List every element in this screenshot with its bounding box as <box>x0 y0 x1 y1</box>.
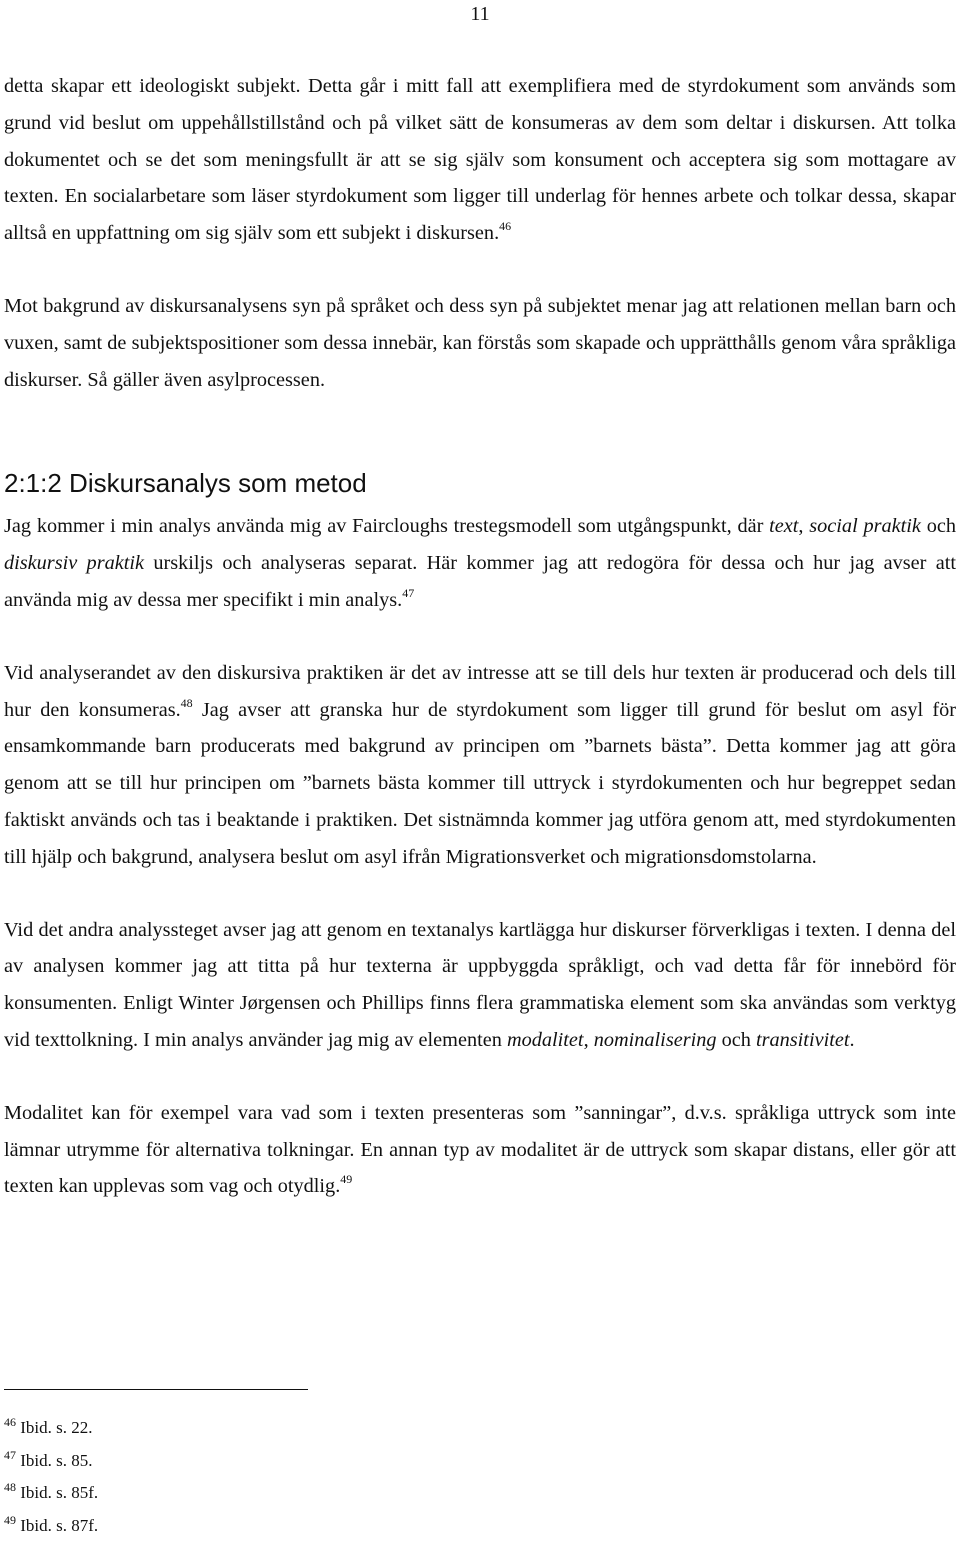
paragraph-1-text: detta skapar ett ideologiskt subjekt. Detta går i mitt fall att exemplifiera med de styrdokument som används som grund vid beslut om uppehållstillstånd och på vilket sätt de konsumeras av dem som deltar i diskursen. Att tolka dokumentet och se det som meningsfullt är att se sig själv som konsument och acceptera sig som mottagare av texten. En socialarbetare som läser styrdokument som ligger till underlag för hennes arbete och tolkar dessa, skapar alltså en uppfattning om sig själv som ett subjekt i diskursen. <box>4 75 956 244</box>
footnotes <box>4 1412 604 1542</box>
page-body <box>4 68 956 1205</box>
footnote-number: 47 <box>4 1448 16 1462</box>
footnote-ref-48: 48 <box>181 696 193 710</box>
paragraph-4 <box>4 655 956 876</box>
paragraph-3-text-c: och <box>921 515 956 537</box>
footnote-text: Ibid. s. 87f. <box>20 1516 98 1535</box>
paragraph-3-text-b: , <box>798 515 809 537</box>
footnote-46 <box>4 1412 604 1445</box>
footnote-48 <box>4 1477 604 1510</box>
paragraph-5 <box>4 912 956 1059</box>
footnote-ref-47: 47 <box>402 586 414 600</box>
paragraph-6-text: Modalitet kan för exempel vara vad som i texten presenteras som ”sanningar”, d.v.s. språkliga uttryck som inte lämnar utrymme för alternativa tolkningar. En annan typ av modalitet är de uttryck som skapar distans, eller gör att texten kan upplevas som vag och otydlig. <box>4 1102 956 1198</box>
footnote-number: 46 <box>4 1415 16 1429</box>
paragraph-3-text-a: Jag kommer i min analys använda mig av Faircloughs trestegsmodell som utgångspunkt, där <box>4 515 769 537</box>
term-modalitet: modalitet <box>507 1029 584 1051</box>
footnote-number: 49 <box>4 1513 16 1527</box>
paragraph-5-text-b: , <box>584 1029 594 1051</box>
footnote-separator <box>4 1389 308 1390</box>
footnote-text: Ibid. s. 85. <box>20 1451 92 1470</box>
page-number: 11 <box>0 2 960 26</box>
footnote-text: Ibid. s. 85f. <box>20 1483 98 1502</box>
term-nominalisering: nominalisering <box>594 1029 717 1051</box>
paragraph-5-text-a: Vid det andra analyssteget avser jag att genom en textanalys kartlägga hur diskurser förverkligas i texten. I denna del av analysen kommer jag att titta på hur texterna är uppbyggda språkligt, och vad detta får för innebörd för konsumenten. Enligt Winter Jørgensen och Phillips finns flera grammatiska element som ska användas som verktyg vid texttolkning. I min analys använder jag mig av elementen <box>4 919 956 1051</box>
paragraph-3 <box>4 508 956 618</box>
footnote-number: 48 <box>4 1480 16 1494</box>
term-social-praktik: social praktik <box>809 515 921 537</box>
footnote-ref-46: 46 <box>499 219 511 233</box>
term-text: text <box>769 515 798 537</box>
footnote-49 <box>4 1510 604 1542</box>
footnote-47 <box>4 1445 604 1478</box>
paragraph-6 <box>4 1095 956 1205</box>
section-heading: 2:1:2 Diskursanalys som metod <box>4 462 956 504</box>
footnote-ref-49: 49 <box>340 1172 352 1186</box>
footnote-text: Ibid. s. 22. <box>20 1418 92 1437</box>
paragraph-3-text-d: urskiljs och analyseras separat. Här kommer jag att redogöra för dessa och hur jag avser att använda mig av dessa mer specifikt i min analys. <box>4 552 956 611</box>
paragraph-5-text-c: och <box>717 1029 756 1051</box>
paragraph-1 <box>4 68 956 252</box>
term-transitivitet: transitivitet <box>756 1029 850 1051</box>
paragraph-4-text-b: Jag avser att granska hur de styrdokument som ligger till grund för beslut om asyl för ensamkommande barn producerats med bakgrund av principen om ”barnets bästa”. Detta kommer jag att göra genom att se till hur principen om ”barnets bästa kommer till uttryck i styrdokumenten och hur begreppet sedan faktiskt används och tas i beaktande i praktiken. Det sistnämnda kommer jag utföra genom att, med styrdokumenten till hjälp och bakgrund, analysera beslut om asyl ifrån Migrationsverket och migrationsdomstolarna. <box>4 699 956 868</box>
paragraph-2: Mot bakgrund av diskursanalysens syn på språket och dess syn på subjektet menar jag att relationen mellan barn och vuxen, samt de subjektspositioner som dessa innebär, kan förstås som skapade och upprätthålls genom våra språkliga diskurser. Så gäller även asylprocessen. <box>4 288 956 398</box>
term-diskursiv-praktik: diskursiv praktik <box>4 552 144 574</box>
paragraph-5-text-d: . <box>849 1029 854 1051</box>
paragraph-4-text-a: Vid analyserandet av den diskursiva praktiken är det av intresse att se till dels hur texten är producerad och dels till hur den konsumeras. <box>4 662 956 721</box>
